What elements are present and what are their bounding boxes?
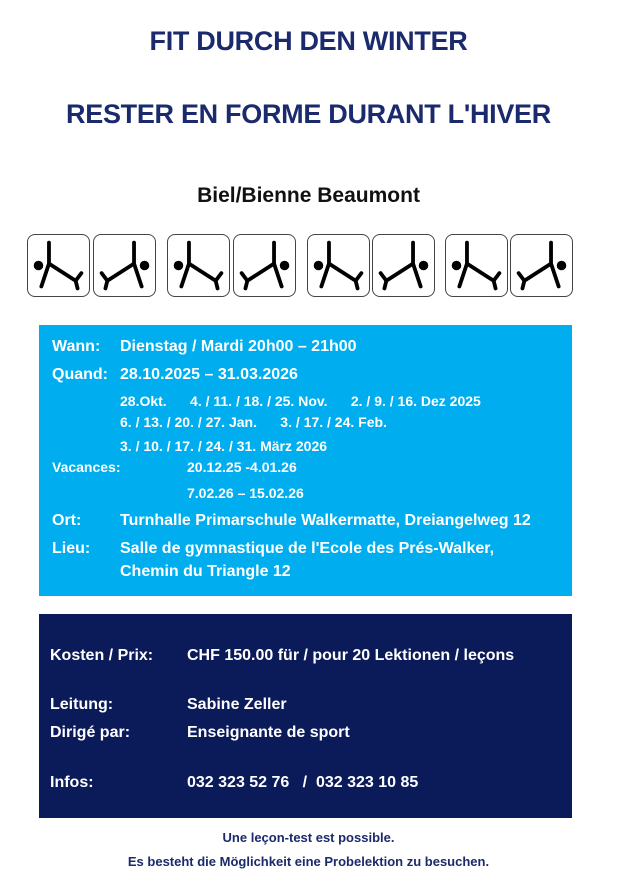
vacances-date-2: 7.02.26 – 15.02.26 bbox=[187, 485, 304, 501]
schedule-panel bbox=[39, 325, 572, 596]
exercise-pose-1-icon bbox=[307, 234, 370, 297]
infos-phone-numbers: 032 323 52 76 / 032 323 10 85 bbox=[187, 774, 419, 791]
dates-line-3: 3. / 10. / 17. / 24. / 31. März 2026 bbox=[120, 438, 328, 454]
quand-label: Quand: bbox=[52, 366, 108, 383]
lieu-value-line-1: Salle de gymnastique de l'Ecole des Prés-Walker, bbox=[120, 540, 495, 557]
quand-value: 28.10.2025 – 31.03.2026 bbox=[120, 366, 298, 383]
dates-line-1: 28.Okt. 4. / 11. / 18. / 25. Nov. 2. / 9. / 16. Dez 2025 bbox=[120, 393, 481, 409]
dirige-value: Enseignante de sport bbox=[187, 724, 350, 741]
kosten-value: CHF 150.00 für / pour 20 Lektionen / leçons bbox=[187, 647, 515, 664]
ort-label: Ort: bbox=[52, 512, 82, 529]
exercise-icons-strip bbox=[27, 234, 574, 300]
wann-label: Wann: bbox=[52, 338, 101, 355]
dirige-label: Dirigé par: bbox=[50, 724, 131, 741]
lieu-value-line-2: Chemin du Triangle 12 bbox=[120, 563, 291, 580]
info-panel bbox=[39, 614, 572, 818]
leitung-value: Sabine Zeller bbox=[187, 696, 287, 713]
kosten-label: Kosten / Prix: bbox=[50, 647, 154, 664]
exercise-pose-2-icon bbox=[510, 234, 573, 297]
ort-value: Turnhalle Primarschule Walkermatte, Dreiangelweg 12 bbox=[120, 512, 531, 529]
leitung-label: Leitung: bbox=[50, 696, 114, 713]
title-german: FIT DURCH DEN WINTER bbox=[149, 26, 468, 56]
exercise-pose-2-icon bbox=[233, 234, 296, 297]
exercise-pose-1-icon bbox=[27, 234, 90, 297]
footer-german-note: Es besteht die Möglichkeit eine Probelektion zu besuchen. bbox=[127, 854, 490, 869]
wann-value: Dienstag / Mardi 20h00 – 21h00 bbox=[120, 338, 357, 355]
infos-label: Infos: bbox=[50, 774, 94, 791]
vacances-label: Vacances: bbox=[52, 459, 121, 475]
footer-french-note: Une leçon-test est possible. bbox=[222, 830, 395, 845]
vacances-date-1: 20.12.25 -4.01.26 bbox=[187, 459, 297, 475]
exercise-pose-2-icon bbox=[372, 234, 435, 297]
exercise-pose-1-icon bbox=[445, 234, 508, 297]
exercise-pose-2-icon bbox=[93, 234, 156, 297]
exercise-pose-1-icon bbox=[167, 234, 230, 297]
dates-line-2: 6. / 13. / 20. / 27. Jan. 3. / 17. / 24. Feb. bbox=[120, 414, 387, 430]
lieu-label: Lieu: bbox=[52, 540, 91, 557]
location-heading: Biel/Bienne Beaumont bbox=[197, 184, 420, 207]
title-french: RESTER EN FORME DURANT L'HIVER bbox=[66, 99, 551, 129]
